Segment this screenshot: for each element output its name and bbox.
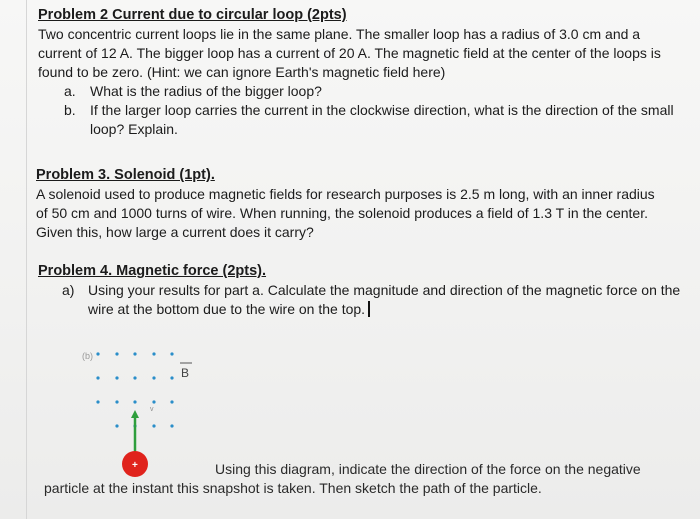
- velocity-arrowhead: [131, 410, 139, 418]
- problem-3-heading: Problem 3. Solenoid (1pt).: [36, 167, 215, 183]
- field-dot: [152, 352, 155, 355]
- question-marker: a): [62, 282, 75, 298]
- field-dot: [152, 400, 155, 403]
- problem-2-question-a: [38, 82, 680, 101]
- caption-text: Using this diagram, indicate the direction of the force on the negative particle at the instant this snapshot is taken. Then sketch the path of the particle.: [44, 461, 641, 496]
- field-dot: [170, 376, 173, 379]
- question-marker: a.: [64, 83, 76, 99]
- diagram-caption: [44, 460, 664, 498]
- charge-sign: +: [132, 460, 138, 471]
- text-cursor[interactable]: [368, 301, 370, 317]
- problem-3-section: [36, 166, 661, 242]
- problem-2-section: [38, 6, 674, 139]
- problem-4-section: [38, 262, 681, 319]
- field-dot: [115, 424, 118, 427]
- problem-4-heading: Problem 4. Magnetic force (2pts).: [38, 263, 267, 279]
- field-dot: [96, 400, 99, 403]
- field-dot: [115, 400, 118, 403]
- velocity-label: v: [150, 406, 154, 413]
- field-dot: [170, 352, 173, 355]
- problem-4-question-a: [38, 281, 683, 319]
- problem-2-question-b: [38, 101, 680, 139]
- diagram-part-label: (b): [82, 351, 93, 361]
- field-dot: [170, 400, 173, 403]
- question-text: Using your results for part a. Calculate the magnitude and direction of the magnetic force on the wire at the bottom due to the wire on the top.: [88, 282, 681, 317]
- page-edge-line: [26, 0, 27, 519]
- field-dot: [133, 376, 136, 379]
- question-marker: b.: [64, 102, 76, 118]
- question-text: What is the radius of the bigger loop?: [90, 83, 322, 99]
- problem-2-body: Two concentric current loops lie in the same plane. The smaller loop has a radius of 3.0 cm and a current of 12 A. The bigger loop has a current of 20 A. The magnetic field at the center of the loops is found to be zero. (Hint: we can ignore Earth's magnetic field here): [38, 26, 661, 80]
- problem-2-heading: Problem 2 Current due to circular loop (2pts): [38, 7, 347, 23]
- field-dot: [115, 376, 118, 379]
- problem-2-questions: [38, 82, 674, 139]
- field-dot: [152, 376, 155, 379]
- problem-3-body: A solenoid used to produce magnetic fields for research purposes is 2.5 m long, with an inner radius of 50 cm and 1000 turns of wire. When running, the solenoid produces a field of 1.3 T in the center. Given this, how large a current does it carry?: [36, 186, 655, 240]
- field-dot: [133, 352, 136, 355]
- question-text: If the larger loop carries the current in the clockwise direction, what is the direction of the small loop? Explain.: [90, 102, 674, 137]
- field-dot: [96, 352, 99, 355]
- field-dot: [170, 424, 173, 427]
- field-dot: [96, 376, 99, 379]
- field-dot: [115, 352, 118, 355]
- field-dot: [133, 400, 136, 403]
- field-dot: [152, 424, 155, 427]
- magnetic-field-label: B: [181, 366, 190, 380]
